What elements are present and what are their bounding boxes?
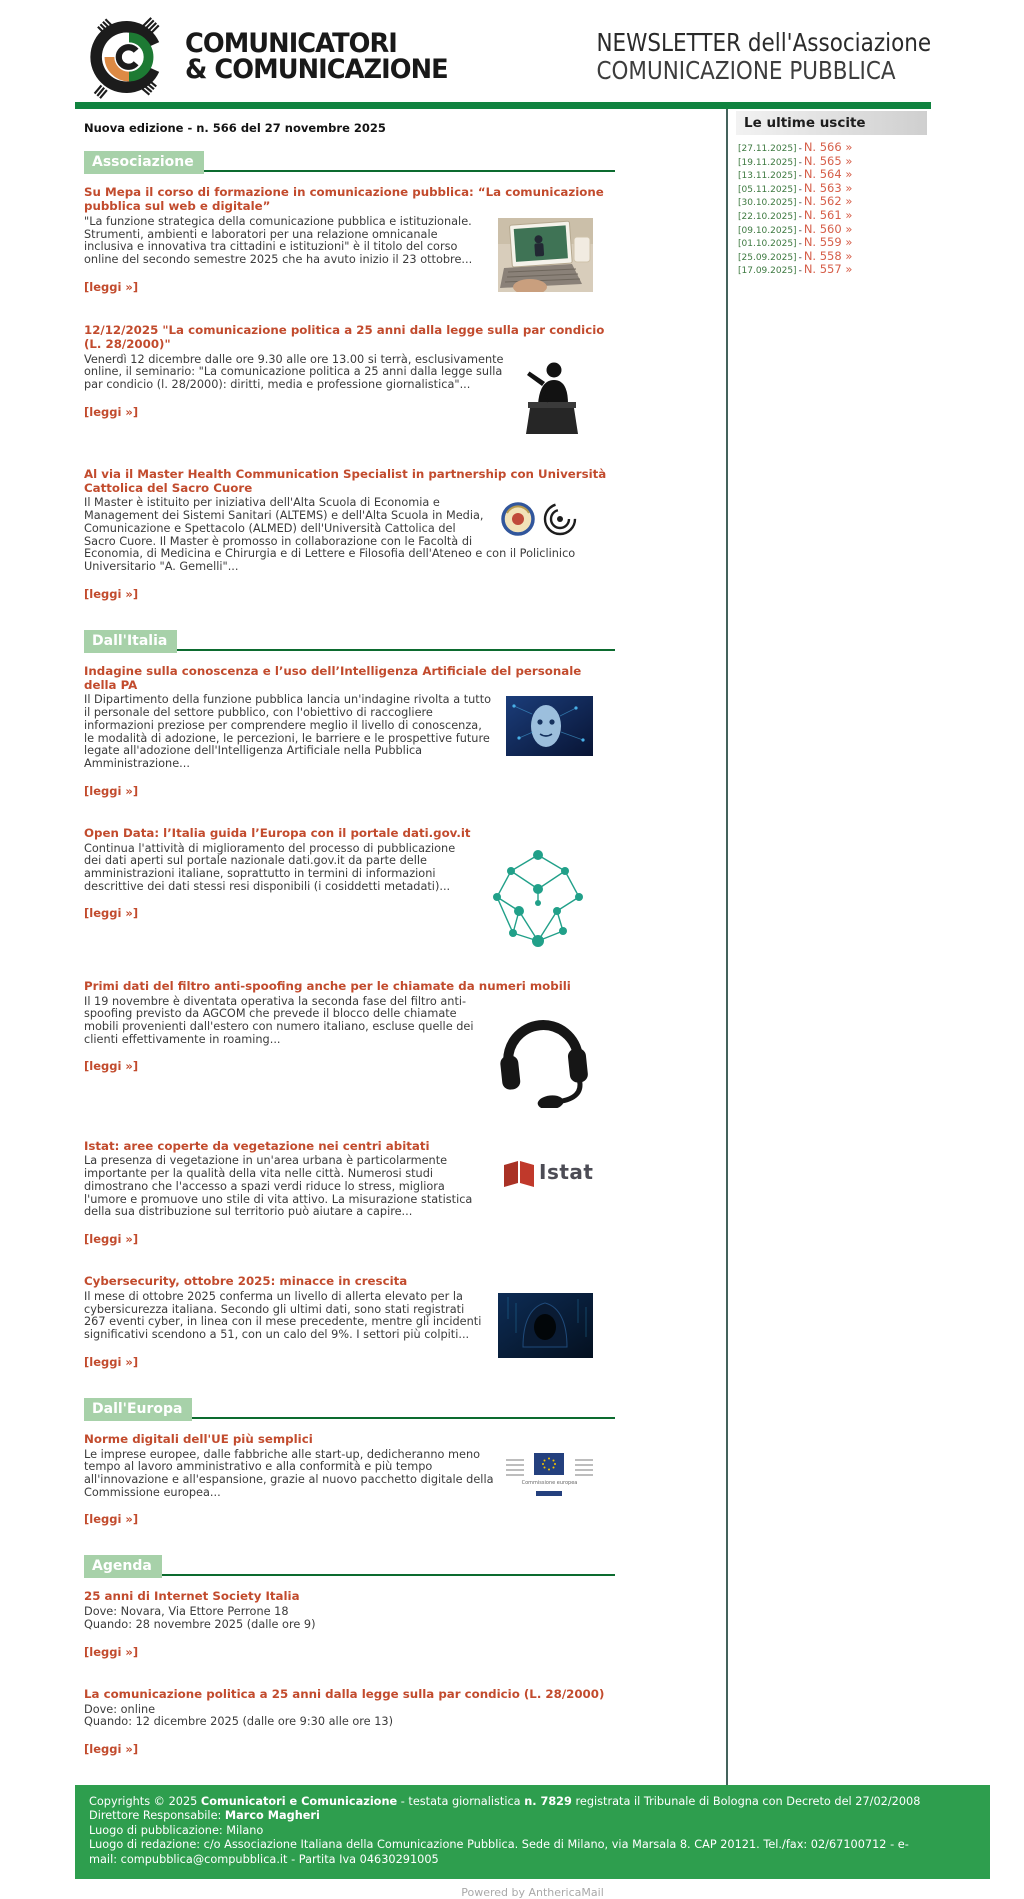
brand-title — [185, 27, 448, 85]
section-label: Agenda — [84, 1555, 162, 1578]
headset-image[interactable] — [495, 998, 593, 1108]
sidebar-issue-link-561[interactable]: [22.10.2025] - N. 561 » — [738, 207, 853, 222]
ai-face-image[interactable] — [506, 696, 593, 756]
edition-title: Nuova edizione - n. 566 del 27 novembre 2025 — [84, 121, 386, 135]
speaker-podium-image[interactable] — [518, 356, 585, 436]
footer-registration-number: n. 7829 — [524, 1794, 572, 1808]
sidebar-issue-link-559[interactable]: [01.10.2025] - N. 559 » — [738, 235, 853, 250]
article-title-link[interactable]: Norme digitali dell'UE più semplici — [84, 1431, 313, 1446]
section-label: Dall'Europa — [84, 1398, 192, 1421]
article-par-condicio-seminario — [84, 324, 615, 440]
sidebar-issue-link-566[interactable]: [27.11.2025] - N. 566 » — [738, 140, 853, 154]
section-dall-italia — [84, 630, 615, 1370]
section-rule — [192, 1417, 615, 1419]
section-label: Associazione — [84, 151, 204, 174]
read-more-link[interactable]: [leggi »] — [84, 1741, 139, 1756]
footer-brand: Comunicatori e Comunicazione — [200, 1794, 398, 1808]
event-where: Dove: online — [84, 1702, 156, 1716]
article-body: Le imprese europee, dalle fabbriche alle start-up, dedicheranno meno tempo al lavoro amministrativo e alla conformità e più tempo all'innovazione e all'espansione, grazie al nuovo pacchetto digitale della Commissione europea... — [84, 1447, 494, 1499]
article-norme-digitali-ue — [84, 1433, 615, 1528]
brand-line-1: COMUNICATORI — [185, 27, 397, 59]
sidebar-issue-link-557[interactable]: [17.09.2025] - N. 557 » — [738, 262, 853, 277]
main-column — [75, 109, 615, 1785]
newsletter-subtitle-line-1: NEWSLETTER dell'Associazione — [596, 28, 931, 57]
read-more-link[interactable]: [leggi »] — [84, 1644, 139, 1659]
article-title-link[interactable]: Indagine sulla conoscenza e l’uso dell’Intelligenza Artificiale del personale della PA — [84, 663, 582, 692]
article-indagine-ia — [84, 665, 615, 799]
read-more-link[interactable]: [leggi »] — [84, 1059, 139, 1074]
event-par-condicio — [84, 1688, 615, 1757]
section-rule — [162, 1574, 615, 1576]
brand-line-2: & COMUNICAZIONE — [185, 54, 448, 85]
article-title-link[interactable]: Al via il Master Health Communication Specialist in partnership con Università Cattolica del Sacro Cuore — [84, 466, 607, 495]
istat-wordmark: Istat — [539, 1160, 594, 1185]
article-title-link[interactable]: Istat: aree coperte da vegetazione nei centri abitati — [84, 1138, 430, 1153]
event-title-link[interactable]: 25 anni di Internet Society Italia — [84, 1589, 300, 1604]
article-master-health-communication — [84, 468, 615, 602]
footer-copyright-line: Copyrights © 2025 Comunicatori e Comunicazione - testata giornalistica n. 7829 registrata il Tribunale di Bologna con Decreto del 27/02/2008 — [89, 1794, 921, 1808]
sidebar-latest-issues — [736, 109, 927, 1785]
footer — [75, 1785, 990, 1879]
read-more-link[interactable]: [leggi »] — [84, 1512, 139, 1527]
article-title-link[interactable]: Cybersecurity, ottobre 2025: minacce in crescita — [84, 1273, 408, 1288]
header — [75, 0, 931, 102]
newsletter-page — [75, 0, 931, 1899]
article-anti-spoofing — [84, 980, 615, 1112]
article-body: La presenza di vegetazione in un'area urbana è particolarmente importante per la qualità della vita nelle città. Numerosi studi dimostrano che l'accesso a spazi verdi riduce lo stress, migliora l'umore e promuove uno stile di vita attivo. La misurazione statistica della sua distribuzione sul territorio può aiutare a capire... — [84, 1154, 473, 1219]
newsletter-subtitle-line-2: COMUNICAZIONE PUBBLICA — [596, 56, 896, 85]
article-open-data — [84, 827, 615, 952]
email-link[interactable]: compubblica@compubblica.it — [120, 1852, 288, 1866]
content-columns — [75, 109, 931, 1785]
istat-logo-image[interactable] — [498, 1157, 593, 1191]
article-cybersecurity — [84, 1275, 615, 1370]
section-associazione — [84, 151, 615, 602]
data-network-image[interactable] — [483, 845, 593, 948]
hacker-image[interactable] — [498, 1293, 593, 1358]
section-header — [84, 1398, 615, 1421]
article-title-link[interactable]: Su Mepa il corso di formazione in comunicazione pubblica: “La comunicazione pubblica sul web e digitale” — [84, 185, 604, 213]
article-istat-vegetazione — [84, 1140, 615, 1247]
sidebar-title: Le ultime uscite — [736, 111, 927, 135]
footer-director-name: Marco Magheri — [224, 1809, 320, 1823]
sidebar-issue-link-560[interactable]: [09.10.2025] - N. 560 » — [738, 221, 853, 236]
event-when: Quando: 12 dicembre 2025 (dalle ore 9:30 alle ore 13) — [84, 1715, 394, 1729]
read-more-link[interactable]: [leggi »] — [84, 1231, 139, 1246]
article-title-link[interactable]: 12/12/2025 "La comunicazione politica a 25 anni dalla legge sulla par condicio (L. 28/2000)" — [84, 322, 605, 351]
section-rule — [204, 170, 615, 172]
read-more-link[interactable]: [leggi »] — [84, 279, 139, 294]
read-more-link[interactable]: [leggi »] — [84, 783, 139, 798]
read-more-link[interactable]: [leggi »] — [84, 906, 139, 921]
footer-redaction-line: Luogo di redazione: c/o Associazione Italiana della Comunicazione Pubblica. Sede di Milano, via Marsala 8. CAP 20121. Tel./fax: 02/67100712 - e-mail: compubblica@compubblica.it - Partita Iva 04630291005 — [89, 1838, 909, 1866]
column-divider — [615, 109, 728, 1785]
read-more-link[interactable]: [leggi »] — [84, 1354, 139, 1369]
footer-publication-line: Luogo di pubblicazione: Milano — [89, 1823, 264, 1837]
article-title-link[interactable]: Primi dati del filtro anti-spoofing anche per le chiamate da numeri mobili — [84, 978, 571, 993]
article-body: Il 19 novembre è diventata operativa la seconda fase del filtro anti-spoofing previsto da AGCOM che prevede il blocco delle chiamate mobili provenienti dall'estero con numero italiano, escluse quelle dei clienti effettivamente in roaming... — [84, 994, 474, 1046]
article-mepa-corso — [84, 186, 615, 296]
section-dall-europa — [84, 1398, 615, 1528]
article-body: Il Dipartimento della funzione pubblica lancia un'indagine rivolta a tutto il personale del settore pubblico, con l'obiettivo di raccogliere informazioni preziose per comprendere meglio il livello di conoscenza, le modalità di adozione, le percezioni, le barriere e le prospettive future legate all'adozione dell'Intelligenza Artificiale nella Pubblica Amministrazione... — [84, 693, 492, 770]
read-more-link[interactable]: [leggi »] — [84, 586, 139, 601]
online-course-image[interactable] — [498, 218, 593, 292]
read-more-link[interactable]: [leggi »] — [84, 404, 139, 419]
footer-director-line: Direttore Responsabile: Marco Magheri — [89, 1809, 320, 1823]
event-when: Quando: 28 novembre 2025 (dalle ore 9) — [84, 1617, 316, 1631]
article-title-link[interactable]: Open Data: l’Italia guida l’Europa con il portale dati.gov.it — [84, 825, 471, 840]
section-header — [84, 1555, 615, 1578]
eu-commission-caption: Commissione europea — [521, 1479, 578, 1486]
event-title-link[interactable]: La comunicazione politica a 25 anni dalla legge sulla par condicio (L. 28/2000) — [84, 1686, 605, 1701]
eu-commission-image[interactable] — [506, 1451, 593, 1498]
article-body: Venerdì 12 dicembre dalle ore 9.30 alle ore 13.00 si terrà, esclusivamente online, il seminario: "La comunicazione politica a 25 anni dalla legge sulla par condicio (l. 28/2000): diritti, media e professione giornalistica"... — [84, 352, 504, 392]
section-rule — [177, 649, 615, 651]
sidebar-issue-link-558[interactable]: [25.09.2025] - N. 558 » — [738, 248, 853, 263]
sidebar-issues-list — [736, 142, 927, 278]
article-body: Il Master è istituito per iniziativa dell'Alta Scuola di Economia e Management dei Sistemi Sanitari (ALTEMS) e dell'Alta Scuola in Media, Comunicazione e Spettacolo (ALMED) dell'Università Cattolica del Sacro Cuore. Il Master è promosso in collaborazione con le Facoltà di Economia, di Medicina e Chirurgia e di Lettere e Filosofia dell'Ateneo e con il Policlinico Universitario "A. Gemelli"... — [84, 496, 576, 573]
sidebar-issue-link-562[interactable]: [30.10.2025] - N. 562 » — [738, 194, 853, 209]
event-where: Dove: Novara, Via Ettore Perrone 18 — [84, 1605, 289, 1619]
section-header — [84, 151, 615, 174]
section-agenda — [84, 1555, 615, 1757]
powered-by-link[interactable]: Powered by AnthericaMail — [461, 1886, 604, 1899]
sidebar-issue-link-563[interactable]: [05.11.2025] - N. 563 » — [738, 180, 853, 195]
section-header — [84, 630, 615, 653]
event-internet-society — [84, 1590, 615, 1659]
sidebar-issue-link-564[interactable]: [13.11.2025] - N. 564 » — [738, 167, 853, 182]
article-body: Il mese di ottobre 2025 conferma un livello di allerta elevato per la cybersicurezza italiana. Secondo gli ultimi dati, sono stati registrati 267 eventi cyber, in linea con il mese precedente, mentre gli incidenti significativi scendono a 51, con un calo del 9%. I settori più colpiti... — [84, 1289, 482, 1341]
article-body: "La funzione strategica della comunicazione pubblica e istituzionale. Strumenti, ambienti e laboratori per una relazione omnicanale inclusiva e innovativa tra cittadini e istituzioni" è il titolo del corso online del secondo semestre 2025 che ha avuto inizio il 23 ottobre... — [84, 214, 473, 266]
university-logos-image[interactable] — [498, 499, 593, 539]
header-green-bar — [75, 102, 931, 109]
section-label: Dall'Italia — [84, 630, 177, 653]
newsletter-subtitle — [596, 29, 931, 85]
brand-logo-icon — [89, 14, 169, 100]
article-body: Continua l'attività di miglioramento del processo di pubblicazione dei dati aperti sul portale nazionale dati.gov.it da parte delle amministrazioni italiane, soprattutto in termini di informazioni descrittive dei dati stessi resi disponibili (i cosiddetti metadati)... — [84, 841, 456, 893]
sidebar-issue-link-565[interactable]: [19.11.2025] - N. 565 » — [738, 153, 853, 168]
